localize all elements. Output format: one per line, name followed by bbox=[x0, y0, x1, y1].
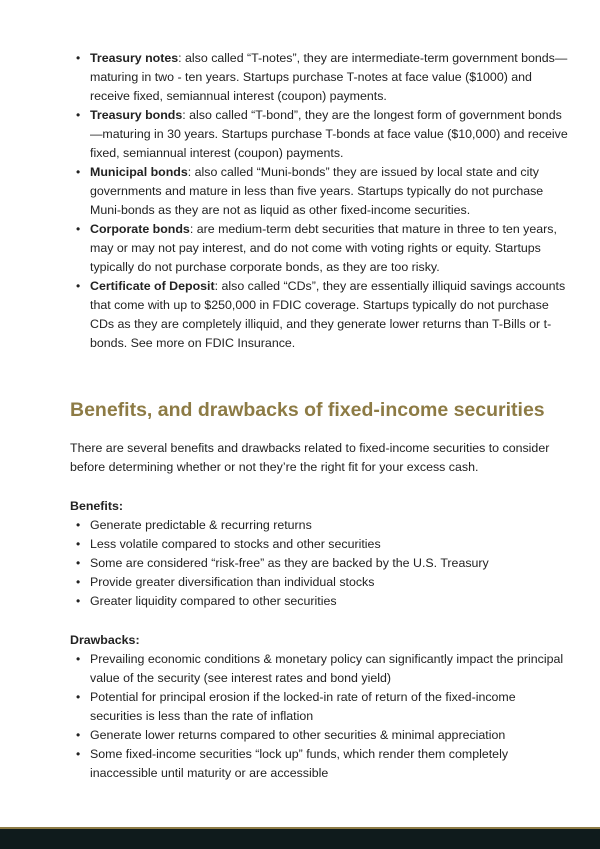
list-item: • Provide greater diversification than individual stocks bbox=[70, 573, 570, 592]
list-item: • Prevailing economic conditions & monetary policy can significantly impact the principal value of the security (see interest rates and bond yield) bbox=[70, 650, 570, 688]
benefits-list bbox=[70, 516, 570, 611]
drawbacks-list bbox=[70, 650, 570, 783]
list-item: • Generate predictable & recurring returns bbox=[70, 516, 570, 535]
list-item: • Greater liquidity compared to other securities bbox=[70, 592, 570, 611]
list-item: • Generate lower returns compared to other securities & minimal appreciation bbox=[70, 726, 570, 745]
list-item: • Some fixed-income securities “lock up” funds, which render them completely inaccessible until maturity or are accessible bbox=[70, 745, 570, 783]
list-item: • Some are considered “risk-free” as they are backed by the U.S. Treasury bbox=[70, 554, 570, 573]
term-label: Municipal bonds bbox=[90, 165, 188, 179]
drawbacks-heading: Drawbacks: bbox=[70, 633, 140, 647]
list-item: • Potential for principal erosion if the locked-in rate of return of the fixed-income securities is less than the rate of inflation bbox=[70, 688, 570, 726]
footer-accent-line bbox=[0, 827, 600, 829]
term-label: Treasury bonds bbox=[90, 108, 183, 122]
list-item: • Less volatile compared to stocks and other securities bbox=[70, 535, 570, 554]
list-item bbox=[70, 106, 570, 163]
list-item bbox=[70, 220, 570, 277]
term-description: : also called “T-notes”, they are intermediate-term government bonds—maturing in two - ten years. Startups purchase T-notes at face value ($1000) and receive fixed, semiannual interest (coupon) payments. bbox=[90, 51, 568, 103]
drawbacks-heading-text: Drawbacks bbox=[70, 633, 136, 647]
term-description: : are medium-term debt securities that mature in three to ten years, may or may not pay interest, and do not come with voting rights or equity. Startups typically do not purchase corporate bonds, as they are too risky. bbox=[90, 222, 557, 274]
section-title: Benefits, and drawbacks of fixed-income securities bbox=[70, 399, 545, 421]
term-label: Treasury notes bbox=[90, 51, 179, 65]
term-description: : also called “Muni-bonds” they are issued by local state and city governments and mature in less than five years. Startups typically do not purchase Muni-bonds as they are not as liquid as other fixed-income securities. bbox=[90, 165, 544, 217]
term-label: Corporate bonds bbox=[90, 222, 190, 236]
benefits-heading: Benefits: bbox=[70, 499, 124, 513]
list-item bbox=[70, 277, 570, 353]
benefits-heading-text: Benefits bbox=[70, 499, 119, 513]
securities-list bbox=[70, 49, 570, 353]
term-description: : also called “T-bond”, they are the longest form of government bonds—maturing in 30 years. Startups purchase T-bonds at face value ($10,000) and receive fixed, semiannual interest (coupon) payments. bbox=[90, 108, 568, 160]
term-description: : also called “CDs”, they are essentially illiquid savings accounts that come with up to $250,000 in FDIC coverage. Startups typically do not purchase CDs as they are completely illiquid, and they generate lower returns than T-Bills or t-bonds. See more on FDIC Insurance. bbox=[90, 279, 566, 350]
term-label: Certificate of Deposit bbox=[90, 279, 215, 293]
section-intro: There are several benefits and drawbacks related to fixed-income securities to consider before determining whether or not they’re the right fit for your excess cash. bbox=[70, 441, 550, 474]
list-item bbox=[70, 49, 570, 106]
list-item bbox=[70, 163, 570, 220]
footer-bar bbox=[0, 827, 600, 849]
